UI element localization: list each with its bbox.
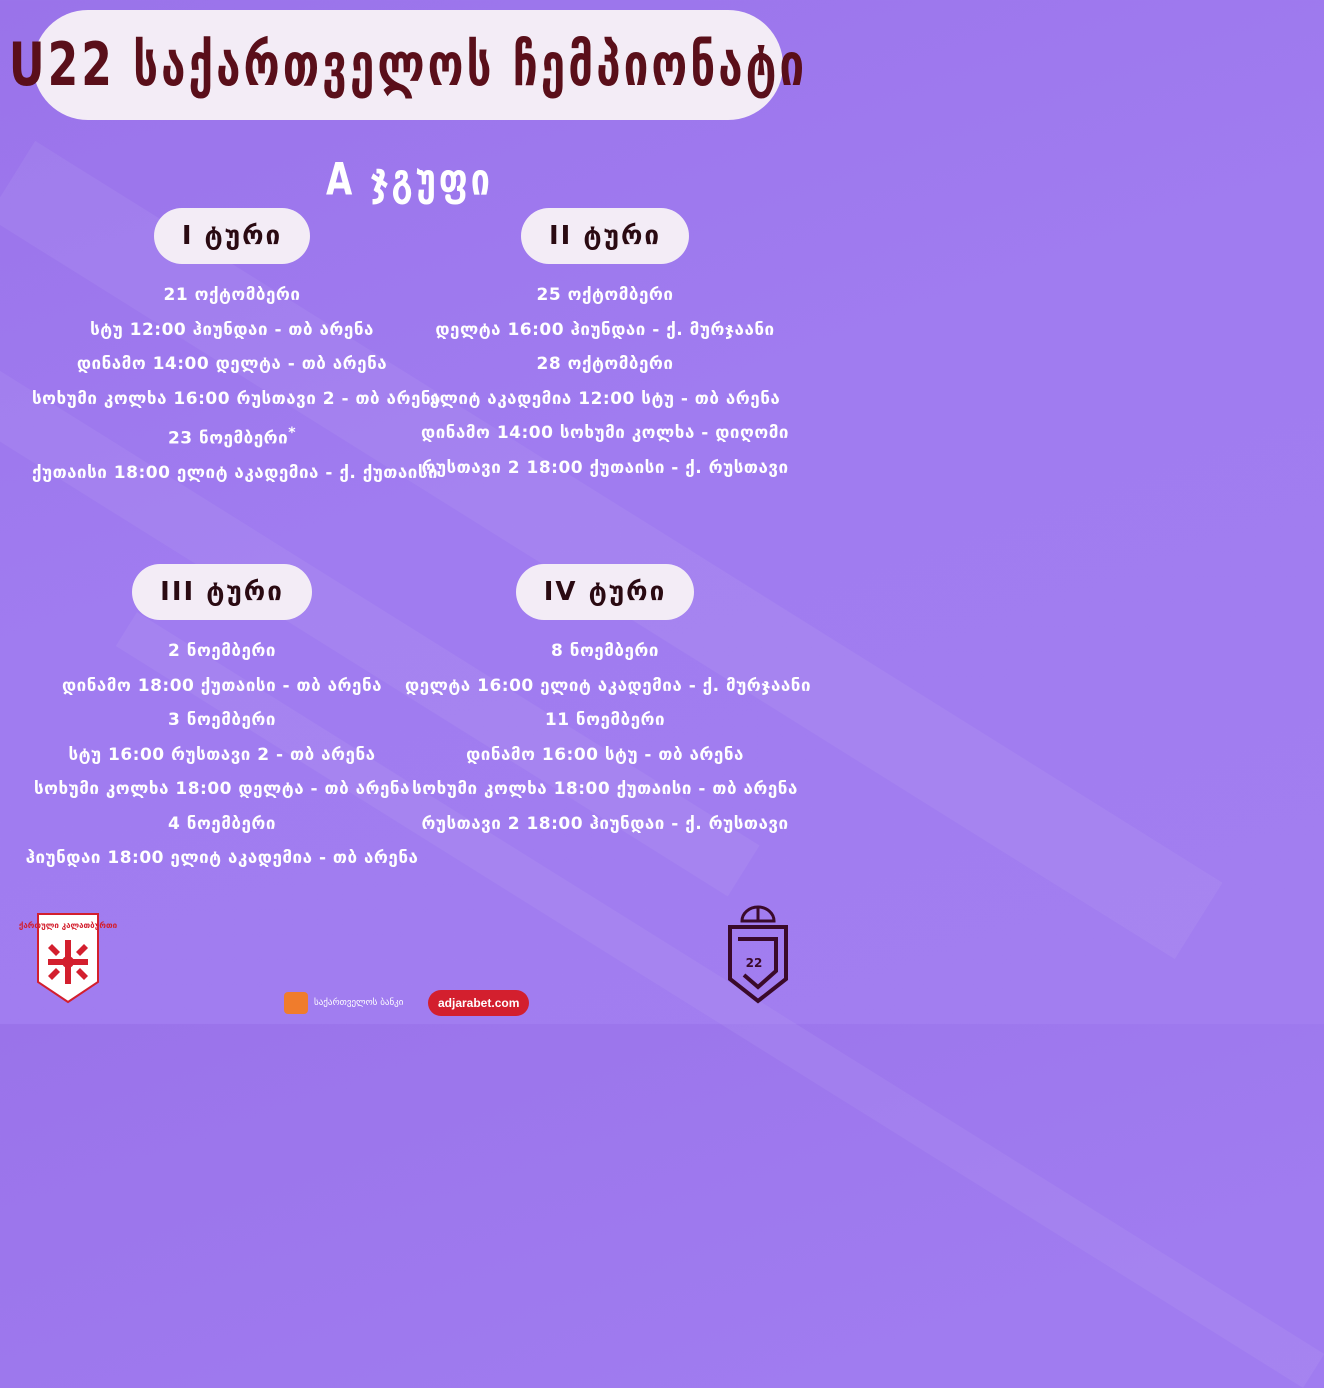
federation-logo-text: ქართული კალათბურთი <box>18 921 118 930</box>
round-schedule <box>405 634 812 841</box>
match-date <box>32 416 432 456</box>
match-date <box>32 278 432 313</box>
page-title: U22 საქართველოს ჩემპიონატი <box>8 30 808 100</box>
round-label: I ტური <box>154 208 310 264</box>
match-line <box>405 738 805 773</box>
match-line <box>32 456 439 491</box>
match-text: სოხუმი კოლხა 18:00 დელტა - თბ არენა <box>33 779 411 799</box>
match-text: სოხუმი კოლხა 16:00 რუსთავი 2 - თბ არენა <box>32 388 441 409</box>
bank-sponsor-name: საქართველოს ბანკი <box>314 998 404 1008</box>
match-text: დელტა 16:00 ჰიუნდაი - ქ. მურჯაანი <box>435 319 775 340</box>
match-line <box>32 313 432 348</box>
match-text: სტუ 16:00 რუსთავი 2 - თბ არენა <box>68 744 376 765</box>
match-line <box>22 772 422 807</box>
match-text: დელტა 16:00 ელიტ აკადემია - ქ. მურჯაანი <box>405 675 812 696</box>
round-label: II ტური <box>521 208 689 264</box>
match-text: სტუ 12:00 ჰიუნდაი - თბ არენა <box>90 319 374 340</box>
round-schedule <box>22 634 422 876</box>
match-text: ელიტ აკადემია 12:00 სტუ - თბ არენა <box>429 388 781 409</box>
match-line <box>405 669 812 704</box>
match-line <box>405 382 805 417</box>
match-text: დინამო 14:00 სოხუმი კოლხა - დიღომი <box>421 423 789 443</box>
bank-sponsor <box>284 990 403 1016</box>
round-schedule <box>405 278 805 485</box>
match-date <box>22 807 422 842</box>
league-logo-number: 22 <box>745 956 763 970</box>
bank-lion-icon <box>284 992 308 1014</box>
round-1-block <box>32 208 441 491</box>
match-text: ჰიუნდაი 18:00 ელიტ აკადემია - თბ არენა <box>25 848 419 868</box>
match-text: რუსთავი 2 18:00 ქუთაისი - ქ. რუსთავი <box>421 457 789 478</box>
match-date <box>405 347 805 382</box>
round-schedule <box>32 278 441 491</box>
match-date-text: 25 ოქტომბერი <box>536 285 674 305</box>
match-date <box>405 634 805 669</box>
match-date-text: 21 ოქტომბერი <box>163 285 301 305</box>
match-date <box>405 278 805 313</box>
title-banner <box>8 10 808 120</box>
match-text: დინამო 18:00 ქუთაისი - თბ არენა <box>61 675 383 696</box>
match-line <box>22 669 422 704</box>
match-line <box>32 347 432 382</box>
match-line <box>405 416 805 451</box>
match-line <box>405 807 805 842</box>
basketball-federation-logo <box>18 912 118 1004</box>
match-date-text: 28 ოქტომბერი <box>536 354 674 374</box>
match-line <box>405 451 805 486</box>
match-date-text: 4 ნოემბერი <box>168 813 276 834</box>
match-date-text: 23 ნოემბერი <box>167 428 289 449</box>
match-line <box>22 738 422 773</box>
match-date <box>22 634 422 669</box>
match-text: დინამო 16:00 სტუ - თბ არენა <box>466 744 744 765</box>
match-date-text: 2 ნოემბერი <box>168 641 276 661</box>
match-text: ქუთაისი 18:00 ელიტ აკადემია - ქ. ქუთაისი <box>32 463 439 484</box>
round-4-block <box>405 564 812 841</box>
round-2-block <box>405 208 805 485</box>
group-title: A ჯგუფი <box>326 154 493 206</box>
match-line <box>22 841 422 876</box>
match-date-text: 3 ნოემბერი <box>168 710 276 730</box>
match-date-text: 11 ნოემბერი <box>544 710 666 730</box>
match-line <box>405 772 805 807</box>
match-text: სოხუმი კოლხა 18:00 ქუთაისი - თბ არენა <box>412 779 798 799</box>
match-date <box>22 703 422 738</box>
match-date <box>405 703 805 738</box>
match-date-text: 8 ნოემბერი <box>551 641 659 661</box>
match-text: რუსთავი 2 18:00 ჰიუნდაი - ქ. რუსთავი <box>421 813 789 834</box>
match-line <box>405 313 805 348</box>
u22-league-logo <box>724 905 792 1005</box>
match-line <box>32 382 441 417</box>
footnote-asterisk: * <box>288 425 297 441</box>
adjarabet-sponsor: adjarabet.com <box>428 990 529 1016</box>
round-label: III ტური <box>132 564 312 620</box>
match-text: დინამო 14:00 დელტა - თბ არენა <box>76 354 388 374</box>
round-label: IV ტური <box>516 564 694 620</box>
round-3-block <box>22 564 422 876</box>
